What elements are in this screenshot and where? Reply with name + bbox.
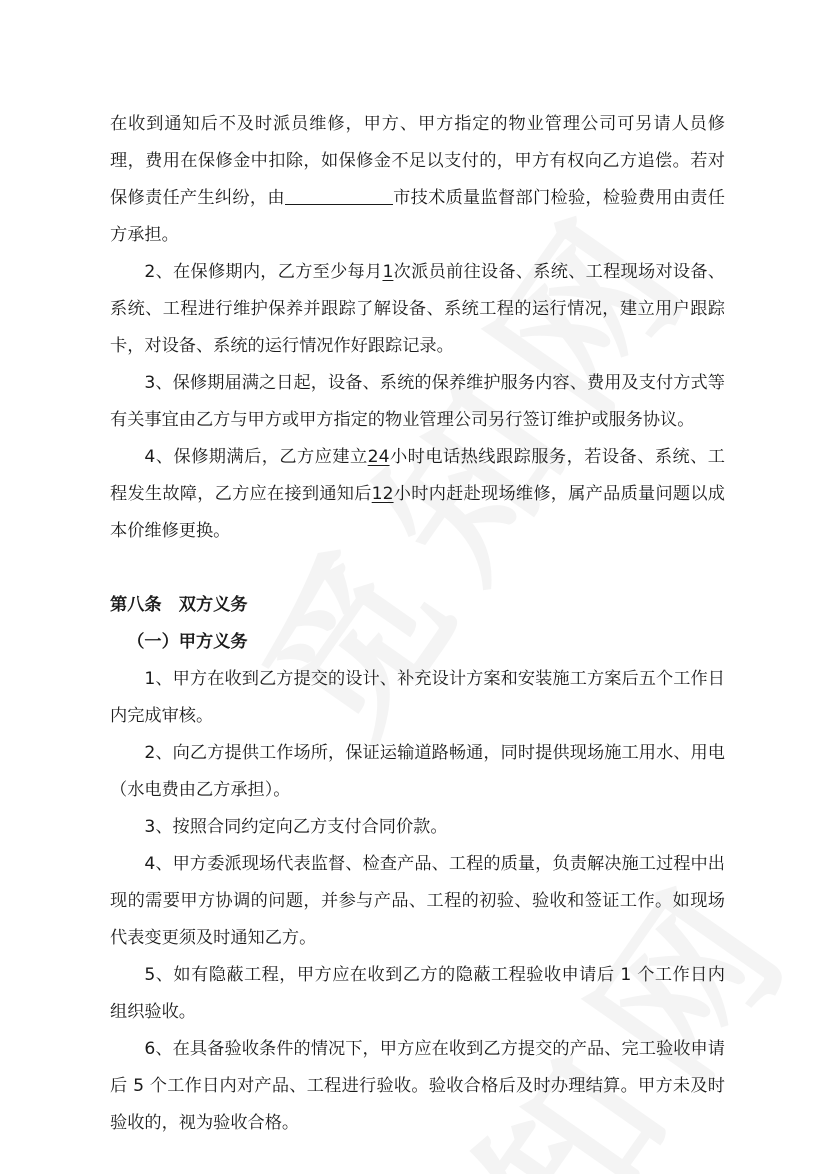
article-heading: 第八条 双方义务 — [110, 595, 248, 615]
paragraph-continuation: 在收到通知后不及时派员维修，甲方、甲方指定的物业管理公司可另请人员修理，费用在保修金中扣除，如保修金不足以支付的，甲方有权向乙方追偿。若对保修责任产生纠纷，由 市技术质量监督部门检验，检验费用由责任方承担。 — [110, 114, 725, 245]
obligation-item: 2、向乙方提供工作场所，保证运输道路畅通，同时提供现场施工用水、用电（水电费由乙方承担）。 — [110, 743, 725, 800]
paragraph-item-2: 2、在保修期内，乙方至少每月1次派员前往设备、系统、工程现场对设备、系统、工程进行维护保养并跟踪了解设备、系统工程的运行情况，建立用户跟踪卡，对设备、系统的运行情况作好跟踪记录。 — [110, 262, 725, 356]
section-subheading: （一）甲方义务 — [127, 632, 248, 652]
paragraph-item-4: 4、保修期满后，乙方应建立24小时电话热线跟踪服务，若设备、系统、工程发生故障，乙方应在接到通知后12小时内赶赴现场维修，属产品质量问题以成本价维修更换。 — [110, 447, 725, 541]
blank-fill-line — [285, 184, 393, 205]
obligation-item: 4、甲方委派现场代表监督、检查产品、工程的质量，负责解决施工过程中出现的需要甲方协调的问题，并参与产品、工程的初验、验收和签证工作。如现场代表变更须及时通知乙方。 — [110, 854, 725, 948]
obligation-item: 6、在具备验收条件的情况下，甲方应在收到乙方提交的产品、完工验收申请后 5 个工作日内对产品、工程进行验收。验收合格后及时办理结算。甲方未及时验收的，视为验收合格。 — [110, 1039, 725, 1133]
obligation-item: 1、甲方在收到乙方提交的设计、补充设计方案和安装施工方案后五个工作日内完成审核。 — [110, 669, 725, 726]
obligation-item: 3、按照合同约定向乙方支付合同价款。 — [144, 817, 448, 837]
underlined-value: 12 — [371, 484, 394, 504]
obligation-item: 5、如有隐蔽工程，甲方应在收到乙方的隐蔽工程验收申请后 1 个工作日内组织验收。 — [110, 965, 725, 1022]
underlined-value: 24 — [367, 447, 390, 467]
underlined-value: 1 — [382, 262, 394, 282]
document-body — [110, 106, 725, 1142]
paragraph-item-3: 3、保修期届满之日起，设备、系统的保养维护服务内容、费用及支付方式等有关事宜由乙方与甲方或甲方指定的物业管理公司另行签订维护或服务协议。 — [110, 373, 725, 430]
